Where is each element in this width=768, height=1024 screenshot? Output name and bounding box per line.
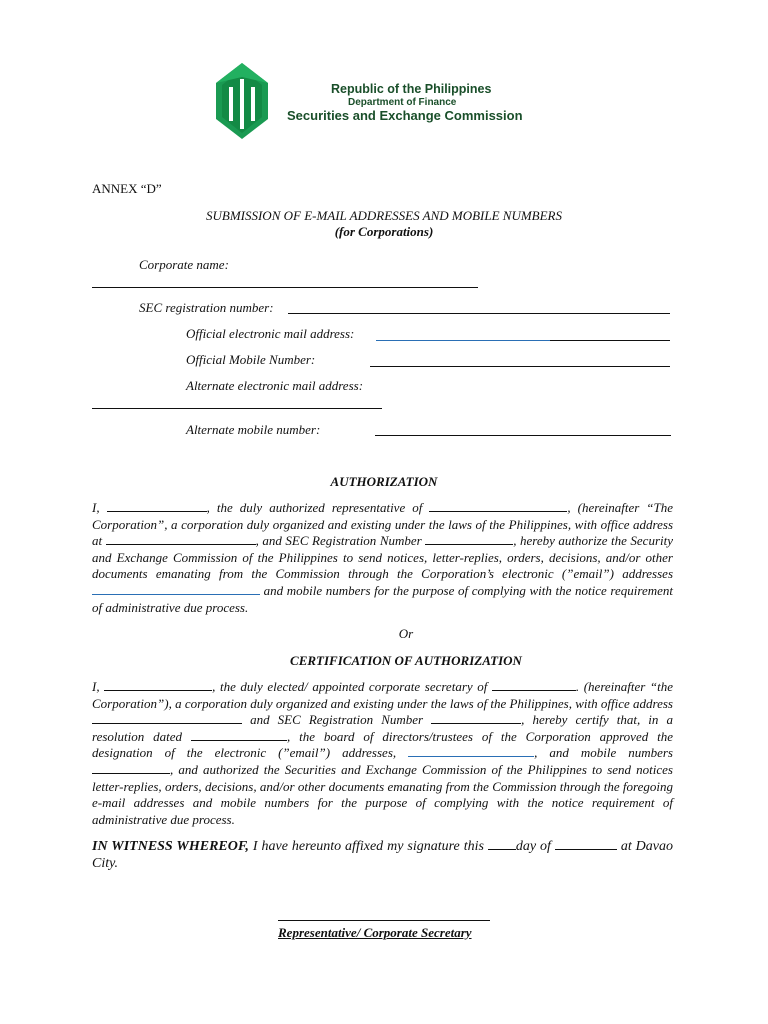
alternate-mobile-label: Alternate mobile number: (186, 422, 321, 437)
cert-text-8: , and authorized the Securities and Exchange Commission of the Philippines to send notices letter-replies, orders, decisions, and/or other documents emanating from the Commission through the foregoing e-mail addresses and mobile numbers for the purpose of complying with the notice requirement of administrative due process. (92, 761, 673, 827)
cert-blank-resolution-date[interactable] (191, 729, 287, 741)
cert-blank-email[interactable] (408, 745, 534, 757)
auth-text-2: , the duly authorized representative of (206, 500, 423, 515)
cert-text-7: , and mobile numbers (534, 745, 673, 761)
certification-paragraph (92, 679, 673, 828)
header-republic: Republic of the Philippines (331, 82, 492, 96)
witness-blank-day[interactable] (488, 838, 516, 850)
authorization-paragraph (92, 500, 673, 616)
auth-blank-email[interactable] (92, 583, 260, 595)
or-separator: Or (398, 626, 414, 641)
alternate-mobile-line[interactable] (375, 435, 671, 436)
sec-registration-line[interactable] (288, 313, 670, 314)
cert-text-5: , hereby certify that, in a resolution dated (92, 712, 673, 744)
official-email-line-end (550, 340, 670, 341)
cert-blank-corporation[interactable] (492, 679, 576, 691)
auth-blank-sec-number[interactable] (425, 533, 513, 545)
auth-text-4: , and SEC Registration Number (255, 533, 422, 549)
document-title: SUBMISSION OF E-MAIL ADDRESSES AND MOBILE NUMBERS (205, 208, 562, 223)
corporate-name-label: Corporate name: (139, 257, 229, 272)
auth-text-1: I, (92, 500, 100, 515)
sec-logo (216, 63, 268, 139)
cert-blank-name[interactable] (104, 679, 212, 691)
auth-text-3: , (hereinafter “The Corporation”, a corporation duly organized and existing under the laws of the Philippines, with office address at (92, 500, 674, 549)
cert-text-6: , the board of directors/trustees of the Corporation approved the designation of the electronic (”email”) addresses, (92, 728, 674, 761)
official-email-line[interactable] (376, 340, 550, 341)
sec-registration-label: SEC registration number: (139, 300, 274, 315)
cert-text-4: and SEC Registration Number (250, 712, 424, 728)
witness-bold: IN WITNESS WHEREOF, (92, 839, 249, 854)
cert-text-2: , the duly elected/ appointed corporate secretary of (212, 679, 488, 694)
auth-blank-name[interactable] (107, 500, 207, 512)
certification-heading: CERTIFICATION OF AUTHORIZATION (290, 653, 522, 668)
annex-label: ANNEX “D” (92, 181, 162, 196)
corporate-name-line[interactable] (92, 287, 478, 288)
witness-blank-month[interactable] (555, 838, 617, 850)
official-email-label: Official electronic mail address: (186, 326, 355, 341)
signature-label: Representative/ Corporate Secretary (278, 925, 472, 940)
authorization-heading: AUTHORIZATION (330, 474, 438, 489)
auth-text-5: , hereby authorize the Security and Exchange Commission of the Philippines to send notices, letter-replies, orders, decisions, and/or other documents emanating from the Commission through the Corporation’s electronic (”email”) addresses (92, 533, 674, 582)
cert-text-1: I, (92, 679, 100, 694)
alternate-email-label: Alternate electronic mail address: (186, 378, 364, 393)
document-subtitle: (for Corporations) (334, 224, 434, 239)
official-mobile-line[interactable] (370, 366, 670, 367)
auth-text-6: and mobile numbers for the purpose of complying with the notice requirement of administrative due process. (92, 582, 674, 615)
cert-text-3: . (hereinafter “the Corporation”), a corporation duly organized and existing under the laws of the Philippines, with office address (92, 679, 674, 711)
header-sec: Securities and Exchange Commission (287, 108, 523, 123)
witness-text-2: day of (515, 839, 551, 854)
cert-blank-mobile[interactable] (92, 762, 170, 774)
auth-blank-address[interactable] (106, 533, 256, 545)
signature-line[interactable] (278, 920, 490, 921)
cert-blank-address[interactable] (92, 712, 242, 724)
official-mobile-label: Official Mobile Number: (186, 352, 316, 367)
witness-text-1: I have hereunto affixed my signature this (252, 839, 484, 854)
witness-text-3: at Davao City. (92, 839, 674, 871)
witness-paragraph (92, 838, 673, 872)
header-department: Department of Finance (348, 97, 457, 108)
cert-blank-sec-number[interactable] (431, 712, 521, 724)
alternate-email-line[interactable] (92, 408, 382, 409)
auth-blank-corporation[interactable] (429, 500, 567, 512)
